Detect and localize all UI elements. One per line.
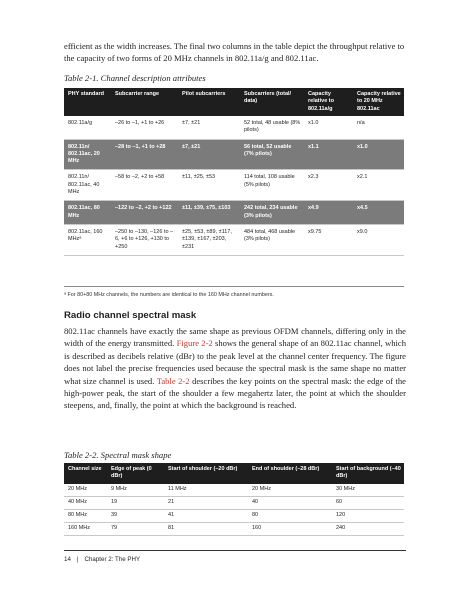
table-cell: 11 MHz [164, 484, 248, 497]
table-cell: x4.9 [304, 201, 353, 225]
table-cell: 484 total, 468 usable (3% pilots) [240, 224, 304, 255]
table-cell: 80 MHz [64, 509, 107, 522]
table-row [64, 496, 404, 509]
table-cell: 40 [248, 496, 332, 509]
page-footer [64, 556, 140, 563]
table-row [64, 139, 404, 170]
channel-attributes-table [64, 88, 404, 256]
paragraph-text: 802.11ac channels have exactly the same shape as previous OFDM channels, differing only in the width of the energy transmitted. [64, 326, 406, 349]
table-row [64, 484, 404, 497]
table-cell: 802.11ac, 80 MHz [64, 201, 111, 225]
section-paragraph [64, 325, 406, 412]
table-cell: 20 MHz [248, 484, 332, 497]
chapter-title: Chapter 2: The PHY [84, 556, 141, 563]
table-cell: 40 MHz [64, 496, 107, 509]
table-cell: 60 [332, 496, 404, 509]
table-cell: 160 MHz [64, 522, 107, 535]
table2-header: End of shoulder (–28 dBr) [248, 463, 332, 484]
table-cell: 9 MHz [107, 484, 164, 497]
table-cell: –250 to –130, –126 to –6, +6 to +126, +130 to +250 [111, 224, 178, 255]
table-cell: 160 [248, 522, 332, 535]
table1-header: PHY standard [64, 88, 111, 116]
table-row [64, 509, 404, 522]
table-cell: 39 [107, 509, 164, 522]
table-cell: ±7, ±21 [178, 116, 240, 139]
table-cell: 56 total, 52 usable (7% pilots) [240, 139, 304, 170]
table2-header: Start of shoulder (–20 dBr) [164, 463, 248, 484]
table-cell: 80 [248, 509, 332, 522]
table-cell: 120 [332, 509, 404, 522]
table-cell: 802.11ac, 160 MHzᵃ [64, 224, 111, 255]
table1-footnote: ᵃ For 80+80 MHz channels, the numbers are identical to the 160 MHz channel numbers. [64, 292, 274, 298]
table-cell: –28 to –1, +1 to +28 [111, 139, 178, 170]
footer-divider [64, 550, 406, 551]
table1-header-row [64, 88, 404, 116]
table-cell: ±7, ±21 [178, 139, 240, 170]
table-cell: x2.3 [304, 170, 353, 201]
table-cell: –58 to –2, +2 to +58 [111, 170, 178, 201]
table-row [64, 170, 404, 201]
table-cell: ±25, ±53, ±89, ±117, ±139, ±167, ±203, ±231 [178, 224, 240, 255]
table-cell: 81 [164, 522, 248, 535]
table-cell: ±11, ±39, ±75, ±103 [178, 201, 240, 225]
table-cell: –26 to –1, +1 to +26 [111, 116, 178, 139]
table-cell: n/a [353, 116, 404, 139]
table-cell: x9.0 [353, 224, 404, 255]
spectral-mask-table [64, 463, 404, 536]
table-cell: 114 total, 108 usable (5% pilots) [240, 170, 304, 201]
figure-2-2-link[interactable]: Figure 2-2 [176, 338, 213, 349]
table1-header: Capacity relative to 802.11a/g [304, 88, 353, 116]
footnote-divider [64, 286, 404, 287]
table-cell: 30 MHz [332, 484, 404, 497]
table-cell: x1.0 [353, 139, 404, 170]
table-cell: 20 MHz [64, 484, 107, 497]
table-cell: 802.11a/g [64, 116, 111, 139]
table-cell: x1.1 [304, 139, 353, 170]
section-heading: Radio channel spectral mask [64, 310, 197, 321]
footer-separator: | [76, 556, 79, 563]
table1-header: Capacity relative to 20 MHz 802.11ac [353, 88, 404, 116]
intro-paragraph: efficient as the width increases. The final two columns in the table depict the throughput relative to the capacity of two forms of 20 MHz channels in 802.11a/g and 802.11ac. [64, 41, 405, 64]
table-cell: 240 [332, 522, 404, 535]
table1-header: Subcarriers (total/ data) [240, 88, 304, 116]
page-number: 14 [64, 556, 71, 563]
table1-header: Subcarrier range [111, 88, 178, 116]
table1-caption: Table 2-1. Channel description attributes [64, 73, 206, 83]
table-cell: 802.11n/ 802.11ac, 40 MHz [64, 170, 111, 201]
table1-header: Pilot subcarriers [178, 88, 240, 116]
table-cell: x2.1 [353, 170, 404, 201]
table2-caption: Table 2-2. Spectral mask shape [64, 450, 172, 460]
table-cell: x4.5 [353, 201, 404, 225]
table-cell: 79 [107, 522, 164, 535]
table-cell: –122 to –2, +2 to +122 [111, 201, 178, 225]
paragraph-text: describes the key points on the spectral mask: the edge of the high-power peak, the start of the shoulder a few megahertz later, the point at which the shoulder steepens, and, finally, the point at which the background is reached. [64, 375, 406, 411]
table-cell: 242 total, 234 usable (3% pilots) [240, 201, 304, 225]
paragraph-text: shows the general shape of an 802.11ac channel, which is described as decibels relative (dBr) to the peak level at the channel center frequency. The figure does not label the precise frequencies used because the spectral mask is the same shape no matter what size channel is used. [64, 338, 406, 386]
table-cell: x1.0 [304, 116, 353, 139]
table-cell: 19 [107, 496, 164, 509]
table-row [64, 116, 404, 139]
table-cell: 52 total, 48 usable (8% pilots) [240, 116, 304, 139]
table2-header: Start of background (–40 dBr) [332, 463, 404, 484]
table-cell: 41 [164, 509, 248, 522]
table-cell: 21 [164, 496, 248, 509]
table2-header: Channel size [64, 463, 107, 484]
table-row [64, 201, 404, 225]
table-row [64, 522, 404, 535]
table-cell: ±11, ±25, ±53 [178, 170, 240, 201]
table-row [64, 224, 404, 255]
table2-header: Edge of peak (0 dBr) [107, 463, 164, 484]
table-cell: 802.11n/ 802.11ac, 20 MHz [64, 139, 111, 170]
table-2-2-link[interactable]: Table 2-2 [156, 375, 190, 386]
table-cell: x9.75 [304, 224, 353, 255]
table2-header-row [64, 463, 404, 484]
